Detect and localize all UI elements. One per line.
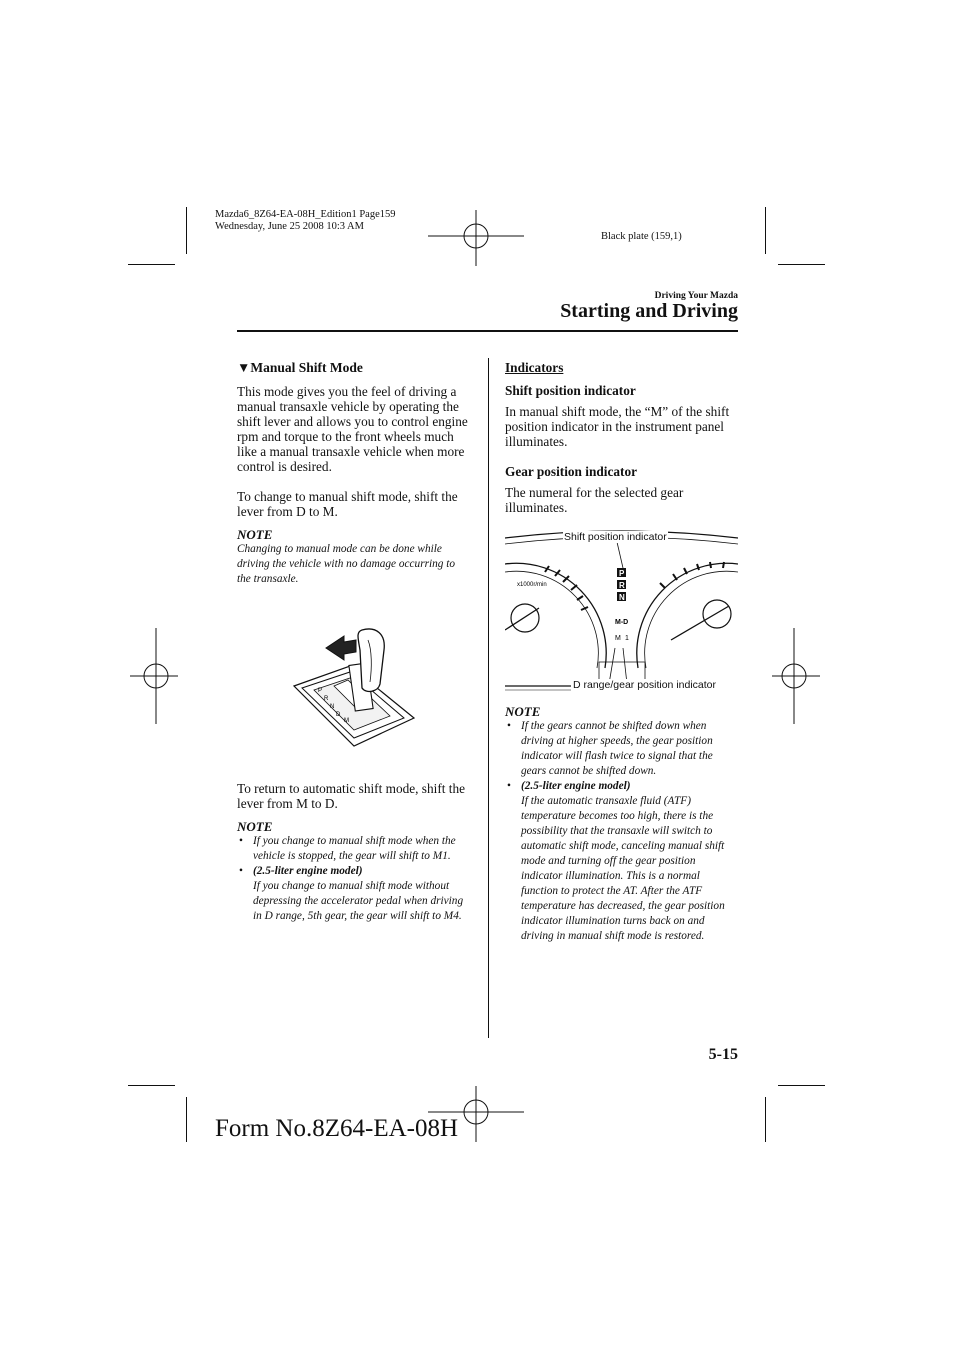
indicator-N: N xyxy=(619,593,625,602)
section-title: Driving Your Mazda xyxy=(654,291,738,301)
instrument-cluster-illustration xyxy=(505,528,738,696)
gear-indicator-heading: Gear position indicator xyxy=(505,464,637,479)
form-number: Form No.8Z64-EA-08H xyxy=(215,1115,459,1142)
indicator-M-D: M-D xyxy=(615,619,629,626)
registration-target-top xyxy=(428,210,524,266)
registration-target-left xyxy=(130,628,178,724)
note-item-text: If the gears cannot be shifted down when driving at higher speeds, the gear position indicator will flash twice to signal that the gears cannot be shifted down. xyxy=(521,720,713,777)
indicator-gear-digit: 1 xyxy=(625,635,629,642)
left-column-lower xyxy=(237,781,469,924)
bullet-icon: • xyxy=(239,865,243,877)
triangle-marker-icon: ▼ xyxy=(237,360,251,375)
bullet-icon: • xyxy=(507,780,511,792)
left-column xyxy=(237,360,469,587)
shift-indicator-heading: Shift position indicator xyxy=(505,383,636,398)
lever-label-P: P xyxy=(318,688,323,694)
indicator-R: R xyxy=(619,581,625,590)
shift-indicator-callout: Shift position indicator xyxy=(564,531,667,543)
note-item-text: If the automatic transaxle fluid (ATF) temperature becomes too high, there is the possibility that the transaxle will switch to automatic shift mode, canceling manual shift mode and turning off the gear position indicator illumination. This is a normal function to protect the AT. After the ATF temperature has decreased, the gear position indicator illumination turns back on and driving in manual shift mode is restored. xyxy=(521,795,725,942)
gear-indicator-callout: D range/gear position indicator xyxy=(573,679,717,691)
page-number: 5-15 xyxy=(708,1046,738,1063)
note-item-text: If you change to manual shift mode without depressing the accelerator pedal when driving in D range, 5th gear, the gear will shift to M4. xyxy=(253,880,464,922)
intro-paragraph: This mode gives you the feel of driving a manual transaxle vehicle by operating the shift lever and allows you to control engine rpm and torque to the front wheels much like a manual transaxle vehicle when more control is desired. xyxy=(237,384,468,474)
bullet-icon: • xyxy=(507,720,511,732)
note-list xyxy=(505,719,738,944)
gear-indicator-text: The numeral for the selected gear illuminates. xyxy=(505,485,684,515)
indicators-heading: Indicators xyxy=(505,360,564,375)
note-item xyxy=(505,779,738,944)
note-text: Changing to manual mode can be done while driving the vehicle with no damage occurring to the transaxle. xyxy=(237,543,456,585)
shift-indicator-text: In manual shift mode, the “M” of the shift position indicator in the instrument panel illuminates. xyxy=(505,404,730,449)
indicator-P: P xyxy=(619,569,625,578)
print-info-line1: Mazda6_8Z64-EA-08H_Edition1 Page159 xyxy=(215,209,396,220)
lever-label-M: M xyxy=(344,718,349,724)
right-column-lower xyxy=(505,704,738,944)
black-plate-label: Black plate (159,1) xyxy=(601,231,682,242)
note-title: NOTE xyxy=(237,527,273,542)
note-item xyxy=(237,834,469,864)
section-heading xyxy=(237,360,469,375)
lever-label-D: D xyxy=(336,712,341,718)
shift-lever-illustration xyxy=(290,620,420,750)
print-info xyxy=(215,209,396,233)
indicator-M: M xyxy=(615,635,621,642)
chapter-title: Starting and Driving xyxy=(560,300,738,322)
bullet-icon: • xyxy=(239,835,243,847)
note-title: NOTE xyxy=(505,704,541,719)
title-rule xyxy=(237,330,738,332)
return-mode-paragraph: To return to automatic shift mode, shift the lever from M to D. xyxy=(237,781,466,811)
note-item-subheading: (2.5-liter engine model) xyxy=(521,780,631,792)
note-item xyxy=(505,719,738,779)
tach-unit-label: x1000r/min xyxy=(517,582,547,588)
note-item-subheading: (2.5-liter engine model) xyxy=(253,865,363,877)
note-item xyxy=(237,864,469,924)
note-list xyxy=(237,834,469,924)
heading-text: Manual Shift Mode xyxy=(250,360,363,375)
print-info-line2: Wednesday, June 25 2008 10:3 AM xyxy=(215,221,364,232)
note-item-text: If you change to manual shift mode when the vehicle is stopped, the gear will shift to M1. xyxy=(253,835,456,862)
column-divider xyxy=(488,358,489,1038)
lever-label-N: N xyxy=(330,704,335,710)
note-title: NOTE xyxy=(237,819,273,834)
lever-label-R: R xyxy=(324,696,329,702)
change-mode-paragraph: To change to manual shift mode, shift the lever from D to M. xyxy=(237,489,458,519)
registration-target-right xyxy=(772,628,820,724)
right-column xyxy=(505,360,738,515)
